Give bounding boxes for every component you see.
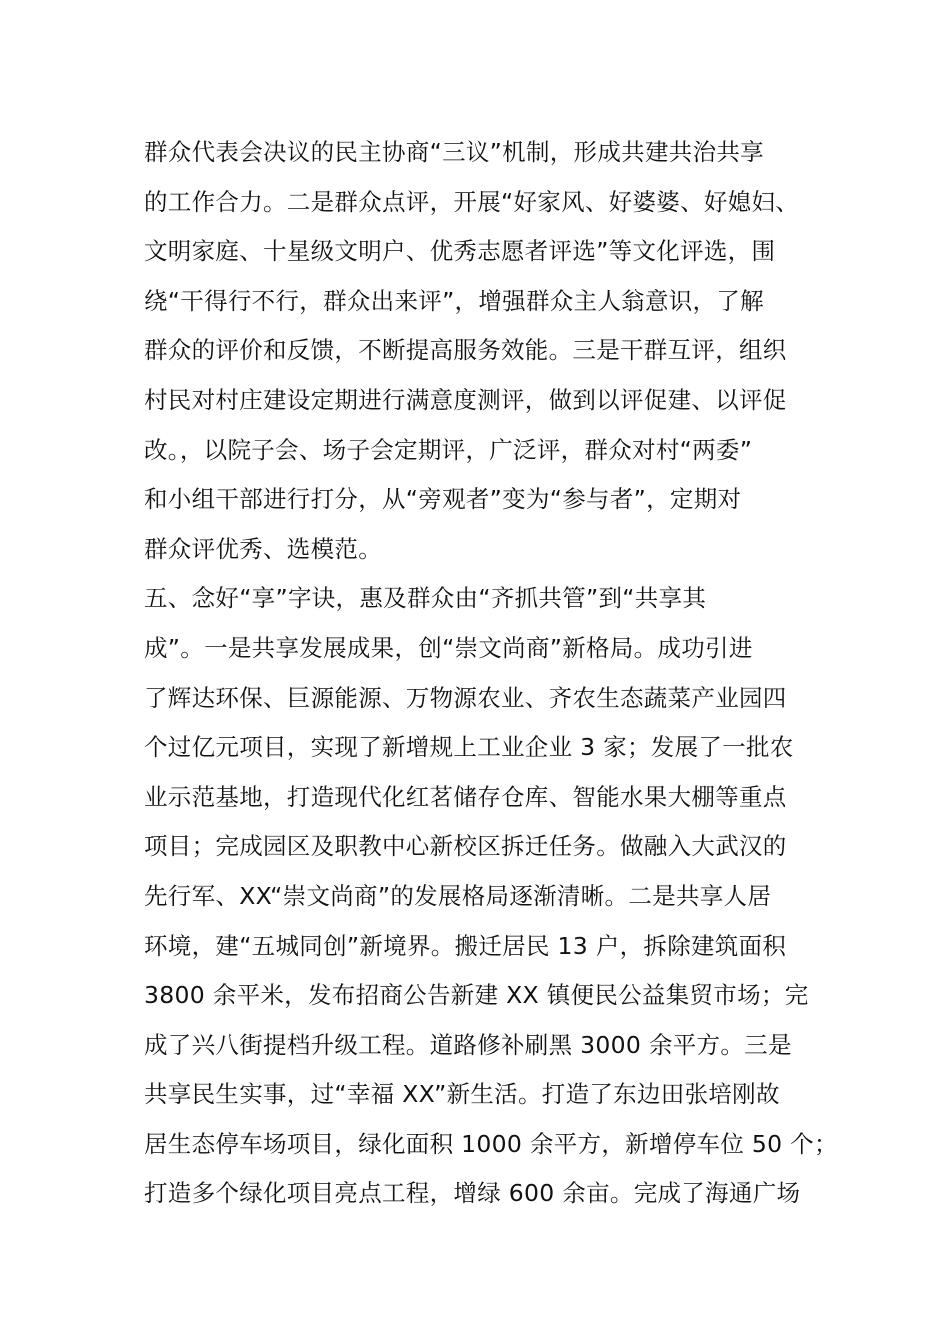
text-line: 文明家庭、十星级文明户、优秀志愿者评选”等文化评选，围: [144, 237, 776, 266]
text-line: 居生态停车场项目，绿化面积 1000 余平方，新增停车位 50 个；: [144, 1129, 838, 1158]
text-line: 村民对村庄建设定期进行满意度测评，做到以评促建、以评促: [144, 385, 787, 414]
text-line: 3800 余平米，发布招商公告新建 XX 镇便民公益集贸市场；完: [144, 981, 809, 1010]
text-line: 先行军、XX“崇文尚商”的发展格局逐渐清晰。二是共享人居: [144, 881, 772, 910]
text-line: 共享民生实事，过“幸福 XX”新生活。打造了东边田张培刚故: [144, 1080, 780, 1109]
text-line: 成”。一是共享发展成果，创“崇文尚商”新格局。成功引进: [144, 633, 753, 662]
text-line: 绕“干得行不行，群众出来评”，增强群众主人翁意识，了解: [144, 286, 764, 315]
text-line: 改。，以院子会、场子会定期评，广泛评，群众对村“两委”: [144, 435, 753, 464]
text-line: 和小组干部进行打分，从“旁观者”变为“参与者”，定期对: [144, 485, 742, 514]
text-line: 群众评优秀、选模范。: [144, 534, 382, 563]
text-line: 打造多个绿化项目亮点工程，增绿 600 余亩。完成了海通广场: [144, 1179, 801, 1208]
text-line: 的工作合力。二是群众点评，开展“好家风、好婆婆、好媳妇、: [144, 187, 800, 216]
text-line: 业示范基地，打造现代化红茗储存仓库、智能水果大棚等重点: [144, 782, 787, 811]
text-line: 项目；完成园区及职教中心新校区拆迁任务。做融入大武汉的: [144, 832, 787, 861]
text-line: 了辉达环保、巨源能源、万物源农业、齐农生态蔬菜产业园四: [144, 683, 787, 712]
text-line: 成了兴八街提档升级工程。道路修补刷黑 3000 余平方。三是: [144, 1030, 792, 1059]
text-line: 个过亿元项目，实现了新增规上工业企业 3 家；发展了一批农: [144, 733, 794, 762]
text-line: 环境，建“五城同创”新境界。搬迁居民 13 户，拆除建筑面积: [144, 931, 787, 960]
text-line: 群众代表会决议的民主协商“三议”机制，形成共建共治共享: [144, 138, 764, 166]
body-text: [144, 128, 838, 1219]
section-heading-line: 五、念好“享”字诀，惠及群众由“齐抓共管”到“共享其: [144, 584, 707, 613]
text-line: 群众的评价和反馈，不断提高服务效能。三是干群互评，组织: [144, 336, 787, 365]
